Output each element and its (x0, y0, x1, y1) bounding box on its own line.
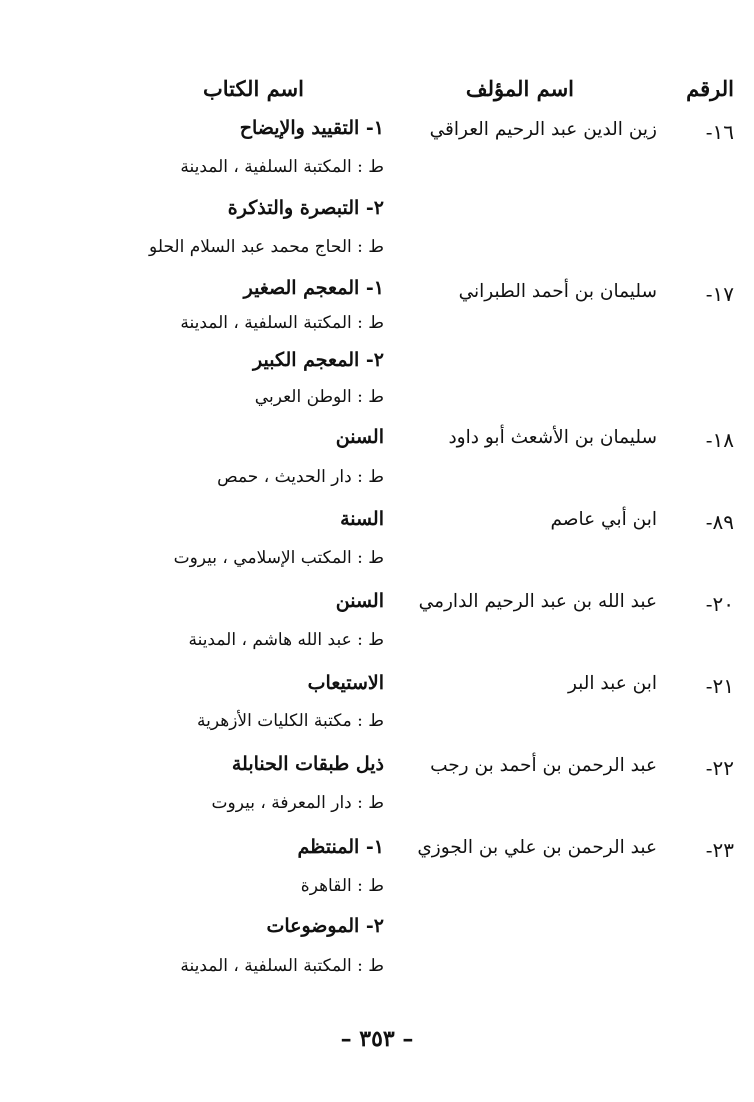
book-publisher: ط : المكتبة السلفية ، المدينة (180, 157, 384, 177)
book-title: ٢- التبصرة والتذكرة (227, 197, 384, 219)
book-publisher: ط : المكتب الإسلامي ، بيروت (173, 548, 384, 568)
author-name: ابن أبي عاصم (550, 509, 657, 530)
book-publisher: ط : الوطن العربي (254, 387, 384, 407)
book-title: ٢- المعجم الكبير (253, 349, 384, 371)
author-name: سليمان بن الأشعث أبو داود (448, 427, 657, 448)
book-title: السنة (340, 508, 384, 530)
author-name: عبد الرحمن بن أحمد بن رجب (430, 755, 657, 776)
row-number: ٢٢- (705, 756, 734, 780)
header-book: اسم الكتاب (202, 76, 304, 101)
book-publisher: ط : مكتبة الكليات الأزهرية (197, 711, 384, 731)
author-name: سليمان بن أحمد الطبراني (458, 281, 657, 302)
row-number: ٨٩- (705, 510, 734, 534)
book-publisher: ط : دار الحديث ، حمص (217, 467, 384, 487)
book-publisher: ط : الحاج محمد عبد السلام الحلو (149, 237, 384, 257)
book-title: ١- التقييد والإيضاح (239, 117, 384, 139)
book-title: ١- المنتظم (297, 836, 384, 858)
book-publisher: ط : المكتبة السلفية ، المدينة (180, 313, 384, 333)
header-author: اسم المؤلف (465, 76, 574, 101)
book-publisher: ط : عبد الله هاشم ، المدينة (188, 630, 384, 650)
book-title: السنن (335, 590, 384, 612)
row-number: ١٦- (705, 120, 734, 144)
row-number: ٢٠- (705, 592, 734, 616)
book-title: الاستيعاب (307, 672, 384, 694)
row-number: ١٧- (705, 282, 734, 306)
book-title: ذيل طبقات الحنابلة (231, 753, 384, 775)
book-publisher: ط : المكتبة السلفية ، المدينة (180, 956, 384, 976)
row-number: ١٨- (705, 428, 734, 452)
row-number: ٢٣- (705, 838, 734, 862)
author-name: زين الدين عبد الرحيم العراقي (429, 119, 657, 140)
row-number: ٢١- (705, 674, 734, 698)
book-title: السنن (335, 426, 384, 448)
author-name: عبد الرحمن بن علي بن الجوزي (417, 837, 657, 858)
book-publisher: ط : دار المعرفة ، بيروت (211, 793, 384, 813)
book-title: ٢- الموضوعات (266, 915, 384, 937)
header-number: الرقم (686, 76, 734, 101)
book-publisher: ط : القاهرة (300, 876, 384, 896)
author-name: عبد الله بن عبد الرحيم الدارمي (418, 591, 657, 612)
author-name: ابن عبد البر (567, 673, 657, 694)
page-number: – ٣٥٣ – (340, 1026, 414, 1052)
book-title: ١- المعجم الصغير (243, 277, 384, 299)
